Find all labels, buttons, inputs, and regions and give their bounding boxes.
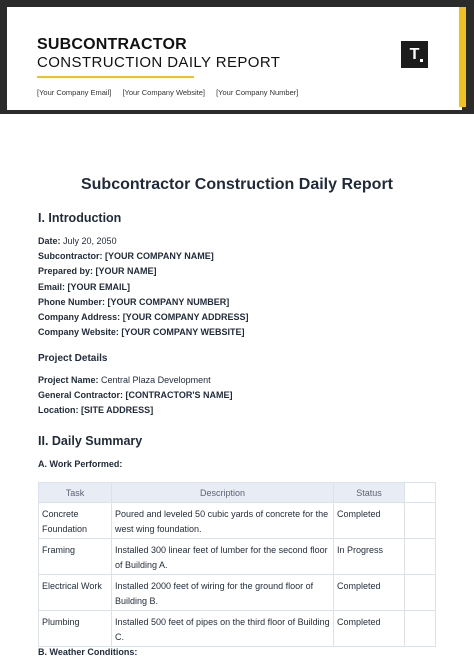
field-date: Date: July 20, 2050 [38, 236, 117, 246]
document-title: Subcontractor Construction Daily Report [80, 176, 394, 193]
cell-description: Installed 500 feet of pipes on the third floor of Building C. [112, 611, 334, 647]
table-row [39, 503, 436, 539]
table-header-row [39, 483, 436, 503]
cell-status: Completed [334, 611, 405, 647]
header-title-line2: CONSTRUCTION DAILY REPORT [37, 54, 281, 71]
field-phone-number: Phone Number: [YOUR COMPANY NUMBER] [38, 297, 230, 307]
field-company-address: Company Address: [YOUR COMPANY ADDRESS] [38, 312, 249, 322]
field-subcontractor: Subcontractor: [YOUR COMPANY NAME] [38, 251, 214, 261]
cell-description: Installed 300 linear feet of lumber for the second floor of Building A. [112, 539, 334, 575]
cell-status: Completed [334, 575, 405, 611]
weather-conditions-heading: B. Weather Conditions: [38, 647, 138, 657]
cell-description: Poured and leveled 50 cubic yards of concrete for the west wing foundation. [112, 503, 334, 539]
header-divider [37, 76, 194, 78]
column-header-status: Status [334, 483, 405, 503]
field-company-website: Company Website: [YOUR COMPANY WEBSITE] [38, 327, 245, 337]
logo-letter: T [409, 45, 420, 63]
cell-empty [405, 503, 436, 539]
cell-empty [405, 539, 436, 575]
work-performed-heading: A. Work Performed: [38, 459, 123, 469]
cell-status: In Progress [334, 539, 405, 575]
logo-dot [420, 59, 423, 62]
work-performed-table [38, 482, 436, 647]
table-row [39, 539, 436, 575]
cell-empty [405, 575, 436, 611]
section-introduction-heading: I. Introduction [38, 211, 122, 225]
field-email: Email: [YOUR EMAIL] [38, 282, 131, 292]
section-daily-summary-heading: II. Daily Summary [38, 434, 143, 448]
field-general-contractor: General Contractor: [CONTRACTOR'S NAME] [38, 390, 233, 400]
cell-status: Completed [334, 503, 405, 539]
header-contact-links [37, 88, 307, 97]
cell-description: Installed 2000 feet of wiring for the ground floor of Building B. [112, 575, 334, 611]
header-accent-bar [459, 7, 466, 107]
cell-task: Electrical Work [39, 575, 112, 611]
header-title-line1: SUBCONTRACTOR [37, 36, 187, 53]
project-details-heading: Project Details [38, 353, 108, 364]
company-number-link[interactable]: [Your Company Number] [216, 88, 299, 97]
cell-empty [405, 611, 436, 647]
table-row [39, 575, 436, 611]
company-email-link[interactable]: [Your Company Email] [37, 88, 112, 97]
cell-task: Concrete Foundation [39, 503, 112, 539]
field-prepared-by: Prepared by: [YOUR NAME] [38, 266, 157, 276]
column-header-task: Task [39, 483, 112, 503]
column-header-description: Description [112, 483, 334, 503]
cell-task: Plumbing [39, 611, 112, 647]
company-logo [401, 41, 428, 68]
field-location: Location: [SITE ADDRESS] [38, 405, 154, 415]
cell-task: Framing [39, 539, 112, 575]
column-header-empty [405, 483, 436, 503]
field-project-name: Project Name: Central Plaza Development [38, 375, 211, 385]
table-row [39, 611, 436, 647]
company-website-link[interactable]: [Your Company Website] [122, 88, 205, 97]
